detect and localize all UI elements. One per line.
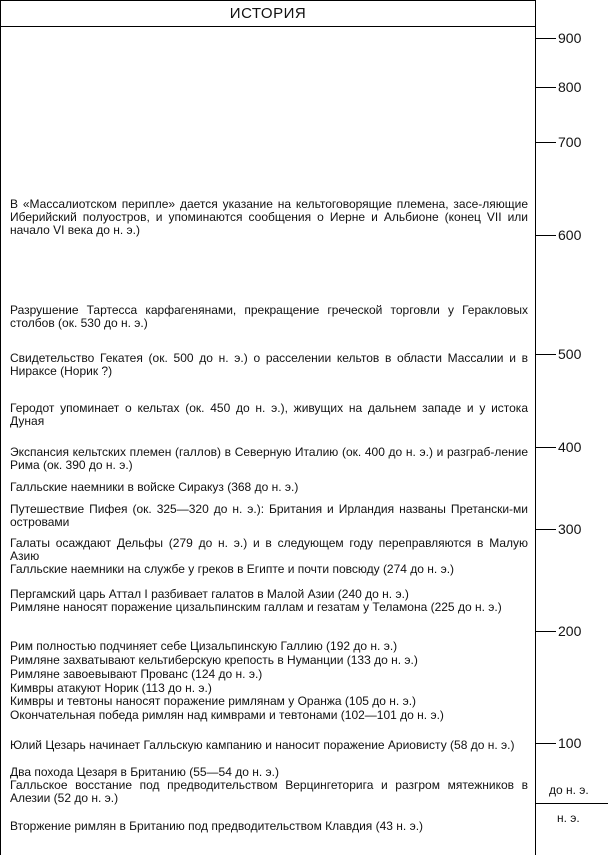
tick-label: 100 <box>558 735 582 751</box>
page-title: ИСТОРИЯ <box>0 0 536 27</box>
tick-label: 600 <box>558 227 582 243</box>
event-caesar-campaign: Юлий Цезарь начинает Галльскую кампанию и наносит поражение Ариовисту (58 до н. э.) <box>10 738 515 752</box>
event-delphi: Галаты осаждают Дельфы (279 до н. э.) и в следующем году переправляются в Малую Азию <box>10 536 528 563</box>
event-syracuse: Галльские наемники в войске Сиракуз (368 до н. э.) <box>10 480 299 494</box>
event-egypt-mercenaries: Галльские наемники на службе у греков в Египте и почти повсюду (274 до н. э.) <box>10 562 455 576</box>
era-divider <box>536 803 608 804</box>
event-hecataeus: Свидетельство Гекатея (ок. 500 до н. э.) о расселении кельтов в области Массалии и в Нираксе (Норик ?) <box>10 351 528 378</box>
tick-mark <box>536 529 556 530</box>
tick-mark <box>536 354 556 355</box>
event-telamon: Римляне наносят поражение цизальпинским галлам и гезатам у Теламона (225 до н. э.) <box>10 600 502 614</box>
tick-mark <box>536 743 556 744</box>
tick-mark <box>536 38 556 39</box>
event-herodotus: Геродот упоминает о кельтах (ок. 450 до н. э.), живущих на дальнем западе и у истока Дуная <box>10 401 528 428</box>
event-massaliot-periplus: В «Массалиотском перипле» дается указание на кельтоговорящие племена, засе-ляющие Иберийский полуостров, и упоминаются сообщения о Иерне и Альбионе (конец VII или начало VI века до н. э.) <box>10 197 528 237</box>
event-noricum: Кимвры атакуют Норик (113 до н. э.) <box>10 681 212 695</box>
era-bc-label: до н. э. <box>549 783 589 797</box>
event-final-victory: Окончательная победа римлян над кимврами и тевтонами (102—101 до н. э.) <box>10 708 444 722</box>
tick-mark <box>536 631 556 632</box>
tick-mark <box>536 87 556 88</box>
event-pytheas: Путешествие Пифея (ок. 325—320 до н. э.): Британия и Ирландия названы Претански-ми островами <box>10 502 528 529</box>
tick-label: 400 <box>558 439 582 455</box>
event-cisalpine: Рим полностью подчиняет себе Цизальпинскую Галлию (192 до н. э.) <box>10 639 398 653</box>
tick-mark <box>536 447 556 448</box>
event-claudius: Вторжение римлян в Британию под предводительством Клавдия (43 н. э.) <box>10 819 424 833</box>
tick-label: 800 <box>558 79 582 95</box>
tick-label: 900 <box>558 30 582 46</box>
tick-label: 500 <box>558 346 582 362</box>
tick-mark <box>536 235 556 236</box>
tick-label: 300 <box>558 521 582 537</box>
event-caesar-britain: Два похода Цезаря в Британию (55—54 до н. э.) <box>10 765 279 779</box>
event-numantia: Римляне захватывают кельтиберскую крепость в Нуманции (133 до н. э.) <box>10 653 418 667</box>
event-orange: Кимвры и тевтоны наносят поражение римлянам у Оранжа (105 до н. э.) <box>10 694 417 708</box>
event-provence: Римляне завоевывают Прованс (124 до н. э.) <box>10 667 263 681</box>
event-alesia: Галльское восстание под предводительством Верцингеторига и разгром мятежников в Алезии (52 до н. э.) <box>10 778 528 805</box>
event-attalus: Пергамский царь Аттал I разбивает галатов в Малой Азии (240 до н. э.) <box>10 587 409 601</box>
tick-label: 700 <box>558 134 582 150</box>
event-expansion-italy: Экспансия кельтских племен (галлов) в Северную Италию (ок. 400 до н. э.) и разграб-ление Рима (ок. 390 до н. э.) <box>10 445 528 472</box>
era-ad-label: н. э. <box>557 811 580 825</box>
tick-mark <box>536 142 556 143</box>
tick-label: 200 <box>558 623 582 639</box>
event-tartessus: Разрушение Тартесса карфагенянами, прекращение греческой торговли у Геракловых столбов (ок. 530 до н. э.) <box>10 303 528 330</box>
